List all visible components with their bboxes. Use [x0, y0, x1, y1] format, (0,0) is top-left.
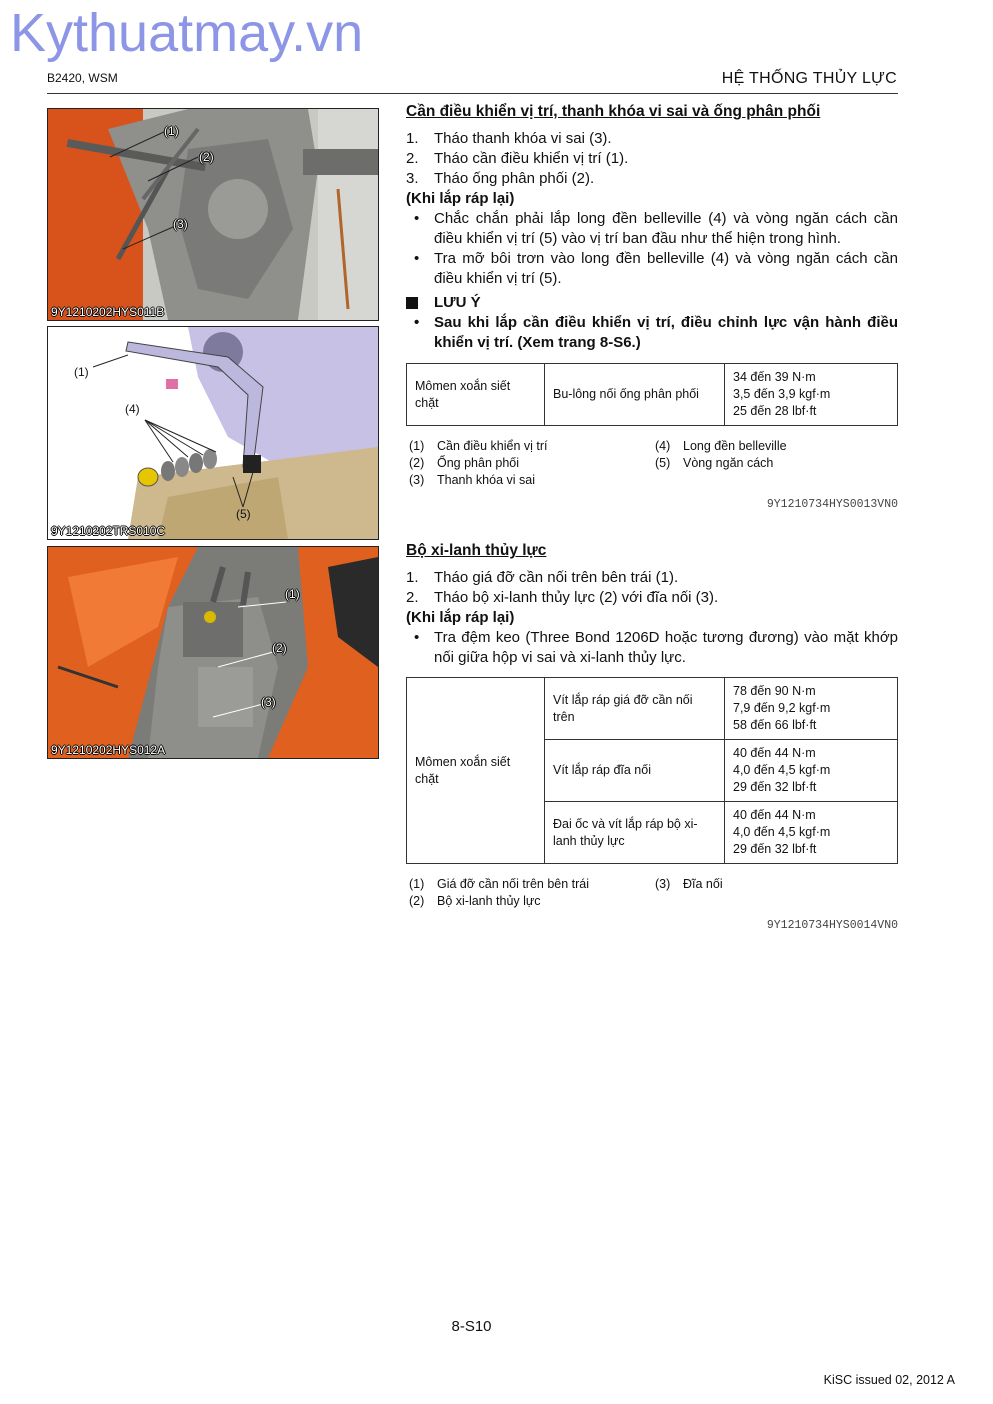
step-text: Tháo bộ xi-lanh thủy lực (2) với đĩa nối (3). — [434, 589, 719, 606]
photo3-code: 9Y1210202HYS012A — [51, 743, 166, 757]
section2-step — [406, 588, 898, 608]
photo3-callout-2: (2) — [272, 641, 287, 655]
section1-reassembly-label: (Khi lắp ráp lại) — [406, 190, 515, 207]
note-bullet-text: Sau khi lắp cần điều khiển vị trí, điều chỉnh lực vận hành điều khiển vị trí. (Xem trang 8-S6.) — [434, 314, 898, 351]
photo2-callout-1: (1) — [74, 365, 89, 379]
note-square-icon — [406, 297, 418, 309]
photo1-callout-2: (2) — [199, 150, 214, 164]
legend-item — [652, 472, 898, 489]
legend-item: (1) Giá đỡ cần nối trên bên trái — [409, 877, 590, 891]
legend-item: (2) Ống phân phối — [409, 456, 520, 470]
section2-reassembly-label: (Khi lắp ráp lại) — [406, 609, 515, 626]
legend-item: (1) Cần điều khiển vị trí — [409, 439, 548, 453]
photo3-callout-3: (3) — [261, 695, 276, 709]
section1-legend — [406, 438, 898, 489]
photo1-code: 9Y1210202HYS011B — [51, 305, 165, 319]
section-position-lever — [406, 102, 898, 515]
step-number: 1. — [406, 569, 419, 586]
torque-item: Vít lắp ráp đĩa nối — [545, 740, 725, 802]
bullet-text: Tra mỡ bôi trơn vào long đền belleville (4) và vòng ngăn cách cần điều khiển vị trí (5). — [434, 250, 898, 287]
torque-value-kgfm: 3,5 đến 3,9 kgf·m — [733, 387, 831, 401]
legend-item: (5) Vòng ngăn cách — [655, 456, 774, 470]
photo-hydraulic-cylinder — [47, 546, 379, 759]
torque-values: 40 đến 44 N·m 4,0 đến 4,5 kgf·m 29 đến 32 lbf·ft — [725, 802, 898, 864]
section2-title: Bộ xi-lanh thủy lực — [406, 542, 547, 559]
torque-value-lbfft: 25 đến 28 lbf·ft — [733, 404, 817, 418]
torque-values — [725, 364, 898, 426]
photo-belleville-washer-diagram — [47, 326, 379, 540]
torque-table-1 — [406, 363, 898, 426]
step-text: Tháo ống phân phối (2). — [434, 170, 595, 187]
torque-item: Đai ốc và vít lắp ráp bộ xi-lanh thủy lực — [545, 802, 725, 864]
torque-item: Bu-lông nối ống phân phối — [545, 364, 725, 426]
torque-value-nm: 34 đến 39 N·m — [733, 370, 816, 384]
section1-ref-code: 9Y1210734HYS0013VN0 — [766, 498, 898, 511]
legend-item: (3) Thanh khóa vi sai — [409, 473, 535, 487]
watermark: Kythuatmay.vn — [10, 3, 364, 63]
torque-label: Mômen xoắn siết chặt — [407, 678, 545, 864]
section2-step — [406, 568, 898, 588]
section1-bullet: • Tra mỡ bôi trơn vào long đền belleville (4) và vòng ngăn cách cần điều khiển vị trí (5). — [414, 250, 898, 287]
step-text: Tháo cần điều khiển vị trí (1). — [434, 150, 629, 167]
section1-title: Cần điều khiển vị trí, thanh khóa vi sai và ống phân phối — [406, 103, 821, 120]
section2-bullet: • Tra đệm keo (Three Bond 1206D hoặc tương đương) vào mặt khớp nối giữa hộp vi sai và xi-lanh thủy lực. — [414, 629, 898, 666]
photo-hydraulic-cylinder-image — [48, 547, 378, 758]
header-model: B2420, WSM — [47, 71, 118, 85]
section2-legend — [406, 876, 898, 910]
photo2-code: 9Y1210202TRS010C — [51, 524, 166, 538]
footer-issue: KiSC issued 02, 2012 A — [823, 1373, 955, 1387]
section2-ref-code: 9Y1210734HYS0014VN0 — [766, 919, 898, 932]
legend-item: (4) Long đền belleville — [655, 439, 787, 453]
legend-item — [652, 893, 898, 910]
photo-belleville-washer-image — [48, 327, 378, 539]
step-number: 2. — [406, 150, 419, 167]
header-chapter: HỆ THỐNG THỦY LỰC — [721, 70, 897, 87]
photo-position-lever — [47, 108, 379, 321]
bullet-text: Chắc chắn phải lắp long đền belleville (4) và vòng ngăn cách cần điều khiển vị trí (5) vào vị trí ban đầu như thể hiện trong hình. — [434, 210, 898, 247]
page-number: 8-S10 — [451, 1318, 492, 1335]
header-rule — [47, 93, 898, 94]
step-text: Tháo giá đỡ cần nối trên bên trái (1). — [434, 569, 679, 586]
photo3-callout-1: (1) — [285, 587, 300, 601]
section1-step — [406, 129, 898, 149]
note-text: • Sau khi lắp cần điều khiển vị trí, điều chỉnh lực vận hành điều khiển vị trí. (Xem trang 8-S6.) — [414, 314, 898, 351]
photo2-callout-4: (4) — [125, 402, 140, 416]
photo-position-lever-image — [48, 109, 378, 320]
torque-values: 78 đến 90 N·m 7,9 đến 9,2 kgf·m 58 đến 66 lbf·ft — [725, 678, 898, 740]
note-heading — [406, 293, 898, 313]
section1-bullet: • Chắc chắn phải lắp long đền belleville (4) và vòng ngăn cách cần điều khiển vị trí (5) vào vị trí ban đầu như thể hiện trong hình. — [414, 210, 898, 247]
torque-values: 40 đến 44 N·m 4,0 đến 4,5 kgf·m 29 đến 32 lbf·ft — [725, 740, 898, 802]
step-number: 1. — [406, 130, 419, 147]
torque-item: Vít lắp ráp giá đỡ cần nối trên — [545, 678, 725, 740]
torque-label: Mômen xoắn siết chặt — [407, 364, 545, 426]
section1-step — [406, 149, 898, 169]
step-number: 2. — [406, 589, 419, 606]
photo1-callout-3: (3) — [173, 217, 188, 231]
section1-step — [406, 169, 898, 189]
section-hydraulic-cylinder — [406, 541, 898, 936]
step-number: 3. — [406, 170, 419, 187]
step-text: Tháo thanh khóa vi sai (3). — [434, 130, 612, 147]
torque-table-2 — [406, 677, 898, 864]
photo1-callout-1: (1) — [164, 124, 179, 138]
legend-item: (2) Bộ xi-lanh thủy lực — [409, 894, 541, 908]
legend-item: (3) Đĩa nối — [655, 877, 723, 891]
note-label: LƯU Ý — [434, 294, 481, 311]
bullet-text: Tra đệm keo (Three Bond 1206D hoặc tương đương) vào mặt khớp nối giữa hộp vi sai và xi-lanh thủy lực. — [434, 629, 898, 666]
photo2-callout-5: (5) — [236, 507, 251, 521]
